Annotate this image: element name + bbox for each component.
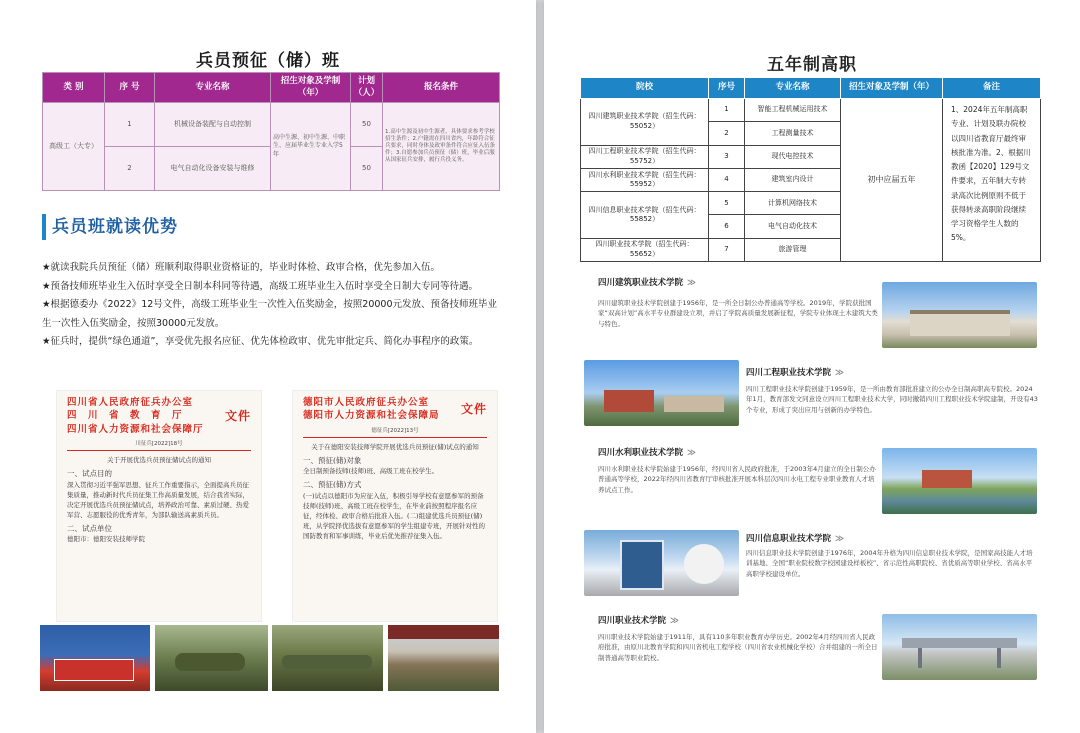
cell-note: 1、2024年五年制高职专业、计划及联办院校以四川省教育厅最终审核批准为准。2、根据川教函【2020】129号文件要求，五年制大专转录高次比例原则不低于获得转录高职阶段继续学习资格学生人数的5%。: [943, 99, 1041, 262]
campus-photo: [882, 614, 1037, 680]
campus-photo: [882, 448, 1037, 514]
doc-title: 关于开展优选兵员预征储试点的通知: [107, 455, 211, 464]
advantage-paragraph: ★征兵时，提供“绿色通道”，享受优先报名应征、优先体检政审、优先审批定兵、简化办事程序的政策。: [42, 336, 479, 348]
cell-major: 电气自动化设备安装与维修: [155, 147, 271, 191]
doc-header-line: 四川省人民政府征兵办公室: [67, 397, 194, 408]
doc-text: 德阳市：德阳安装技师学院: [67, 535, 145, 544]
doc-header-line: 德阳市人力资源和社会保障局: [303, 410, 440, 422]
cell-school: 四川信息职业技术学院（招生代码：55852）: [581, 192, 709, 239]
cell-no: 3: [709, 145, 745, 168]
cell-no: 1: [105, 103, 155, 147]
school-name: [598, 446, 696, 458]
cell-no: 7: [709, 238, 745, 261]
cell-no: 2: [709, 122, 745, 145]
doc-header-line: 四 川 省 教 育 厅: [67, 410, 183, 422]
th-plan: 计划（人）: [351, 73, 383, 103]
five-year-table: [580, 77, 1041, 262]
cell-major: 建筑室内设计: [745, 168, 841, 191]
cell-major: 智能工程机械运用技术: [745, 99, 841, 122]
advantages-text: [42, 259, 502, 352]
advantage-paragraph: ★根据德委办《2022》12号文件，高级工班毕业生一次性入伍奖励金，按照20000元发放、预备技师班毕业生一次性入伍奖励金，按照30000元发放。: [42, 299, 498, 329]
th-major: 专业名称: [745, 78, 841, 99]
school-desc: 四川职业技术学院始建于1911年，具有110多年职业教育办学历史。2002年4月经四川省人民政府批准，由原川北教育学院和四川省机电工程学校（四川省农业机械化学校）合并组建的一所全日制普通高等职业院校。: [598, 633, 878, 662]
cell-major: 计算机网络技术: [745, 192, 841, 215]
th-no: 序 号: [105, 73, 155, 103]
cell-target: 初中应届五年: [841, 99, 943, 262]
doc-number: 川征兵[2022]18号: [135, 440, 183, 447]
cell-school: 四川工程职业技术学院（招生代码：55752）: [581, 145, 709, 168]
campus-photo: [584, 360, 739, 426]
campus-photo: [584, 530, 739, 596]
school-name-text: 四川建筑职业技术学院: [598, 278, 684, 288]
school-desc: 四川信息职业技术学院创建于1976年，2004年升格为四川信息职业技术学院，是国家高技能人才培训基地、全国“职业院校数字校园建设样板校”、省示范性高职院校、省优质高等职业学校、省高水平高职学校建设单位。: [746, 549, 1033, 578]
doc-header-line: 德阳市人民政府征兵办公室: [303, 397, 430, 408]
doc-text: 全日制预备技师(技师)班、高级工班在校学生。: [303, 467, 439, 476]
cell-plan: 50: [351, 103, 383, 147]
chevron-icon: ≫: [835, 534, 844, 544]
school-name-text: 四川信息职业技术学院: [746, 534, 832, 544]
cell-category: 高级工（大专）: [43, 103, 105, 191]
soldier-class-table: [42, 72, 500, 191]
th-cond: 报名条件: [383, 73, 500, 103]
school-name: [746, 532, 844, 544]
cell-school: 四川建筑职业技术学院（招生代码：55052）: [581, 99, 709, 146]
cell-no: 4: [709, 168, 745, 191]
th-school: 院校: [581, 78, 709, 99]
ceremony-photo: [40, 625, 150, 691]
doc-section: 一、试点目的: [67, 468, 112, 478]
cell-no: 1: [709, 99, 745, 122]
doc-section: 一、预征(储)对象: [303, 455, 362, 465]
chevron-icon: ≫: [670, 616, 679, 626]
cell-no: 6: [709, 215, 745, 238]
cell-target: 高中生源、初中生源、中职生、应届毕业生专业入学5年: [271, 103, 351, 191]
cell-major: 机械设备装配与自动控制: [155, 103, 271, 147]
right-title: 五年制高职: [767, 55, 857, 75]
th-target: 招生对象及学制（年）: [841, 78, 943, 99]
provincial-document: [56, 390, 262, 622]
cell-plan: 50: [351, 147, 383, 191]
th-target: 招生对象及学制（年）: [271, 73, 351, 103]
school-name: [598, 614, 679, 626]
cell-school: 四川水利职业技术学院（招生代码：55952）: [581, 168, 709, 191]
th-no: 序号: [709, 78, 745, 99]
doc-text: (一)试点以德阳市为应征入伍，积极引导学校有意愿参军的预备技师(技师)班、高级工班在校学生，在毕业前按照程序报名应征，经体检、政审合格后批准入伍。(二)组建优选兵员预征(储)班，从学院择优选拔有意愿参军的学生组建专班，开展针对性的国防教育和军事训练，毕业后优先推荐征集入伍。: [303, 491, 485, 541]
cell-no: 5: [709, 192, 745, 215]
cell-conditions: 1.高中生源及初中生源者，具体要求参考学校招生条件；2.户籍需在四川省内，年龄符合征兵要求，同时身体及政审条件符合应征入伍条件；3.自愿参加兵员预征（储）班，毕业后服从国家征兵安排，履行兵役义务。: [383, 103, 500, 191]
cell-school: 四川职业技术学院（招生代码：55652）: [581, 238, 709, 261]
chevron-icon: ≫: [687, 448, 696, 458]
city-document: [292, 390, 498, 622]
doc-text: 深入贯彻习近平强军思想、征兵工作重要指示，全面提高兵员征集质量，推动新时代兵员征集工作高质量发展，结合我省实际，决定开展优选兵员预征储试点，培养政治可靠、素质过硬、热爱军营、志愿服役的优秀青年，为部队输送高素质兵员。: [67, 480, 249, 519]
left-page: [0, 0, 536, 733]
right-page: [544, 0, 1080, 733]
cell-major: 工程测量技术: [745, 122, 841, 145]
training-photo: [155, 625, 268, 691]
doc-number: 德征兵[2022]13号: [371, 427, 419, 434]
school-name-text: 四川工程职业技术学院: [746, 368, 832, 378]
school-name-text: 四川水利职业技术学院: [598, 448, 684, 458]
advantage-paragraph: ★预备技师班毕业生入伍时享受全日制本科同等待遇，高级工班毕业生入伍时享受全日制大专同等待遇。: [42, 280, 479, 292]
th-note: 备注: [943, 78, 1041, 99]
cell-major: 现代电控技术: [745, 145, 841, 168]
chevron-icon: ≫: [835, 368, 844, 378]
school-name: [598, 276, 696, 288]
parade-photo: [388, 625, 499, 691]
drill-photo: [272, 625, 383, 691]
section-title: 兵员班就读优势: [42, 214, 178, 240]
cell-no: 2: [105, 147, 155, 191]
th-category: 类 别: [43, 73, 105, 103]
doc-header-line: 四川省人力资源和社会保障厅: [67, 423, 204, 435]
school-desc: 四川工程职业技术学院创建于1959年，是一所由教育部批准建立的公办全日制高职高专院校。2024年1月，教育部发文同意设立四川工程职业技术大学，同时撤销四川工程职业技术学院建制，开设有43个专业，形成了突出应用与创新的办学特色。: [746, 385, 1038, 414]
school-name: [746, 366, 844, 378]
advantage-paragraph: ★就读我院兵员预征（储）班顺利取得职业资格证的，毕业时体检、政审合格，优先参加入伍。: [42, 262, 441, 273]
th-major: 专业名称: [155, 73, 271, 103]
campus-photo: [882, 282, 1037, 348]
cell-major: 旅游管理: [745, 238, 841, 261]
doc-section: 二、试点单位: [67, 523, 112, 533]
left-title: 兵员预征（储）班: [196, 51, 340, 71]
school-desc: 四川水利职业技术学院始建于1956年，经四川省人民政府批准，于2003年4月建立的全日制公办普通高等学校，2022年经四川省教育厅审核批准开展本科层次四川水电工程专业职业教育人才培养试点工作。: [598, 465, 876, 494]
doc-title: 关于在德阳安装技师学院开展优选兵员预征(储)试点的通知: [311, 442, 479, 451]
cell-major: 电气自动化技术: [745, 215, 841, 238]
doc-suffix: 文件: [224, 408, 251, 423]
school-name-text: 四川职业技术学院: [598, 616, 667, 626]
doc-suffix: 文件: [460, 401, 487, 416]
school-desc: 四川建筑职业技术学院创建于1956年，是一所全日制公办普通高等学校。2019年，学院获批国家“双高计划”高水平专业群建设立项，并启了学院高质量发展新征程，学院专业体现土木建筑大类与特色。: [598, 299, 878, 328]
doc-section: 二、预征(储)方式: [303, 480, 362, 490]
chevron-icon: ≫: [687, 278, 696, 288]
